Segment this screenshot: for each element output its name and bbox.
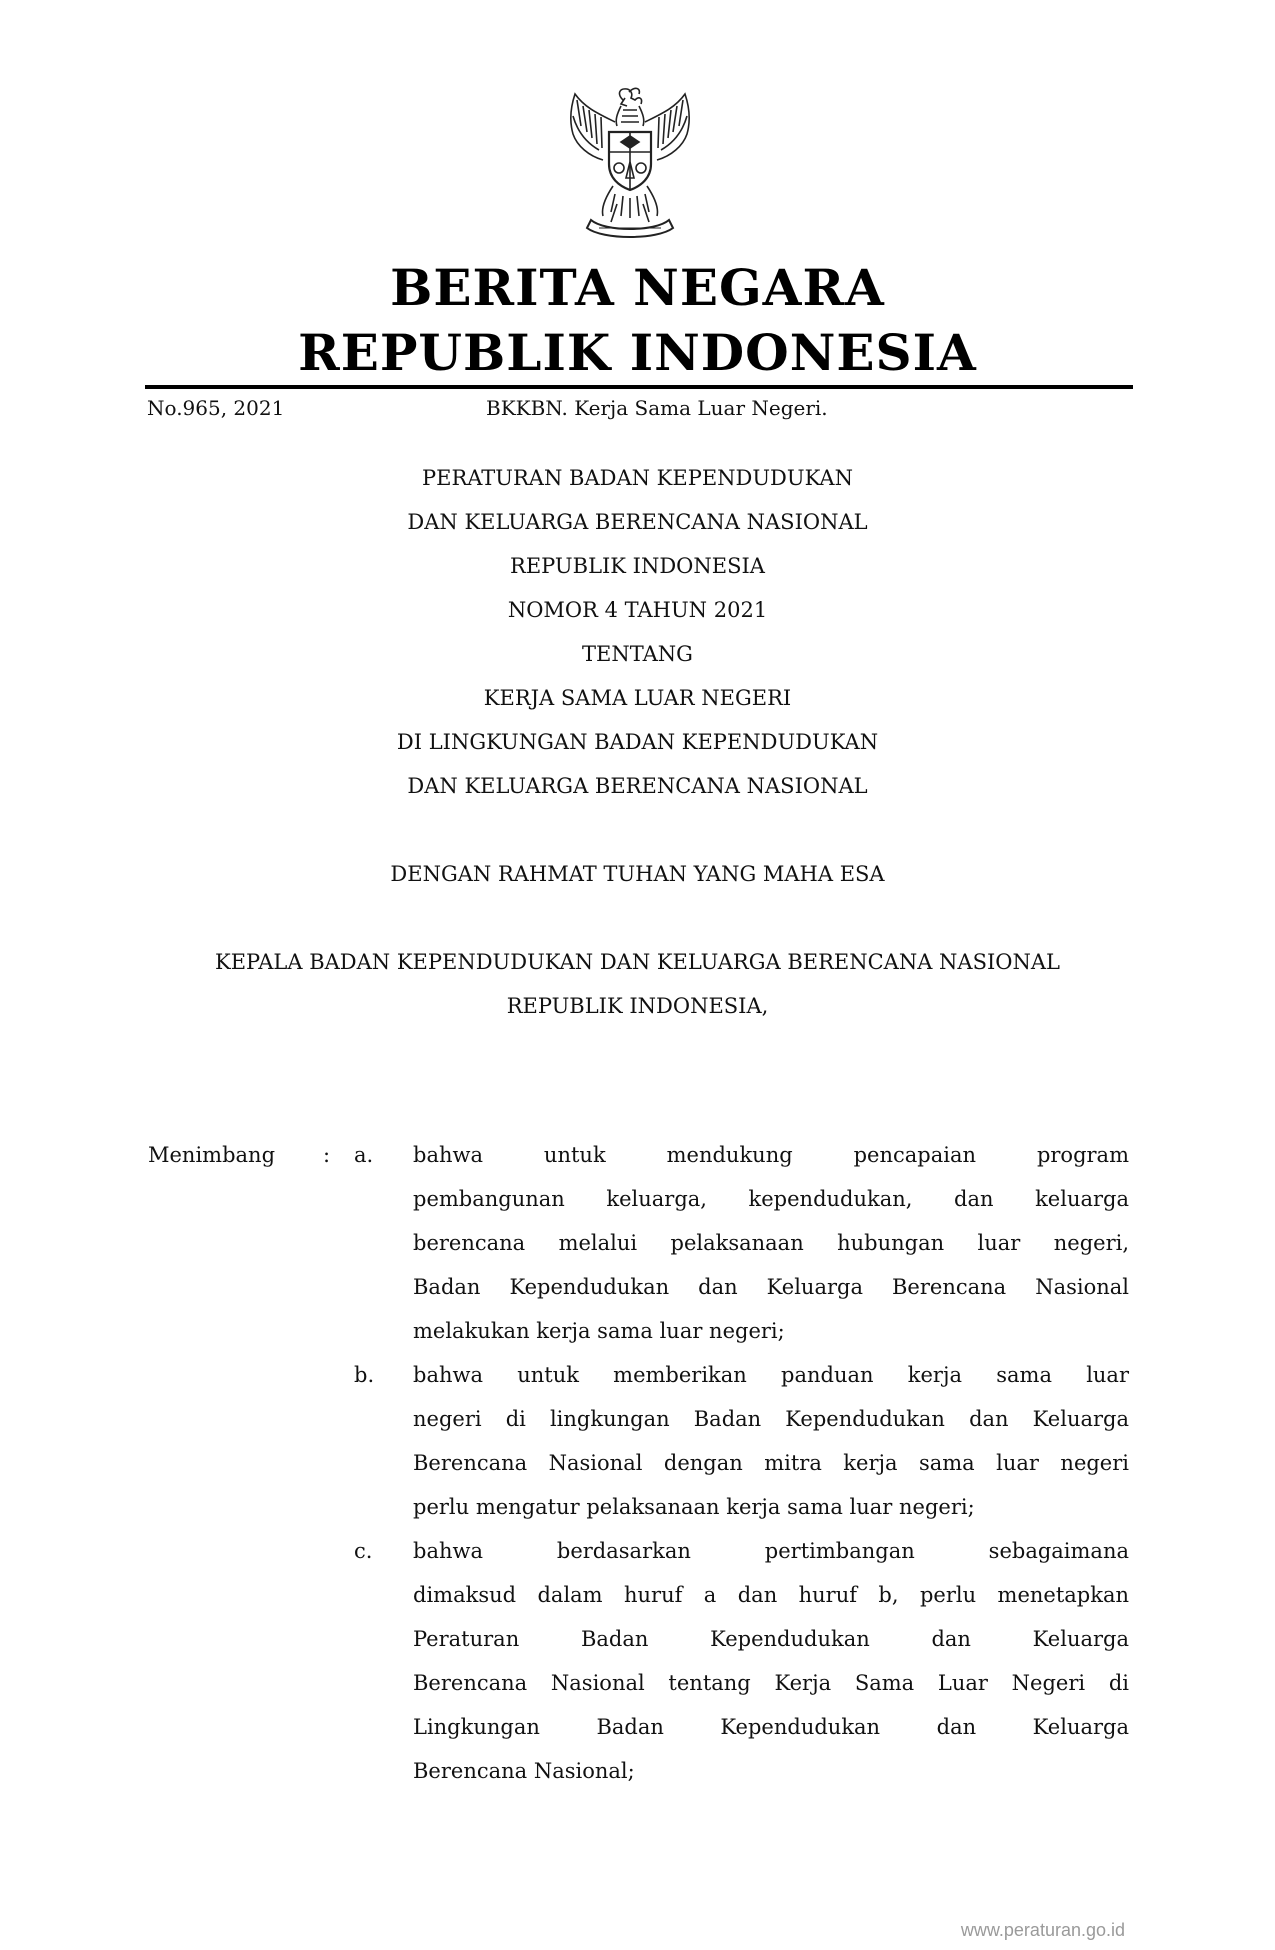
item-line: Badan Kependudukan dan Keluarga Berencana Nasional bbox=[413, 1275, 1129, 1299]
item-line: berencana melalui pelaksanaan hubungan luar negeri, bbox=[413, 1231, 1129, 1255]
masthead-title: BERITA NEGARA bbox=[390, 258, 885, 317]
item-text bbox=[413, 1353, 1129, 1529]
item-line: bahwa untuk memberikan panduan kerja sama luar bbox=[413, 1363, 1129, 1387]
garuda-pancasila-emblem-icon bbox=[555, 86, 705, 246]
issue-subject: BKKBN. Kerja Sama Luar Negeri. bbox=[486, 396, 828, 420]
title-line: DAN KELUARGA BERENCANA NASIONAL bbox=[407, 774, 868, 798]
item-line: Berencana Nasional tentang Kerja Sama Luar Negeri di bbox=[413, 1671, 1129, 1695]
masthead-divider bbox=[145, 385, 1133, 389]
item-line: dimaksud dalam huruf a dan huruf b, perlu menetapkan bbox=[413, 1583, 1129, 1607]
item-line: melakukan kerja sama luar negeri; bbox=[413, 1319, 785, 1343]
item-line: bahwa untuk mendukung pencapaian program bbox=[413, 1143, 1129, 1167]
item-letter: a. bbox=[354, 1143, 374, 1167]
title-line: TENTANG bbox=[582, 642, 693, 666]
issuer-line: KEPALA BADAN KEPENDUDUKAN DAN KELUARGA BERENCANA NASIONAL bbox=[215, 950, 1060, 974]
item-text bbox=[413, 1133, 1129, 1353]
item-line: pembangunan keluarga, kependudukan, dan keluarga bbox=[413, 1187, 1129, 1211]
regulation-title bbox=[145, 456, 1130, 808]
title-line: PERATURAN BADAN KEPENDUDUKAN bbox=[422, 466, 853, 490]
issuer-heading bbox=[145, 940, 1130, 1028]
item-line: Peraturan Badan Kependudukan dan Keluarga bbox=[413, 1627, 1129, 1651]
title-line: DAN KELUARGA BERENCANA NASIONAL bbox=[407, 510, 868, 534]
title-line: DI LINGKUNGAN BADAN KEPENDUDUKAN bbox=[396, 730, 879, 754]
item-letter: c. bbox=[354, 1539, 373, 1563]
grace-line: DENGAN RAHMAT TUHAN YANG MAHA ESA bbox=[390, 862, 885, 886]
masthead-subtitle: REPUBLIK INDONESIA bbox=[298, 323, 977, 382]
considering-label: Menimbang bbox=[148, 1143, 276, 1167]
issuer-line: REPUBLIK INDONESIA, bbox=[506, 994, 769, 1018]
item-line: bahwa berdasarkan pertimbangan sebagaimana bbox=[413, 1539, 1129, 1563]
item-line: Lingkungan Badan Kependudukan dan Keluarga bbox=[413, 1715, 1129, 1739]
item-line: Berencana Nasional; bbox=[413, 1759, 635, 1783]
item-letter: b. bbox=[354, 1363, 375, 1387]
title-line: KERJA SAMA LUAR NEGERI bbox=[483, 686, 792, 710]
issue-number: No.965, 2021 bbox=[147, 396, 285, 420]
considering-colon: : bbox=[323, 1143, 331, 1167]
title-line: NOMOR 4 TAHUN 2021 bbox=[507, 598, 768, 622]
footer-url: www.peraturan.go.id bbox=[960, 1920, 1125, 1940]
title-line: REPUBLIK INDONESIA bbox=[510, 554, 765, 578]
item-line: negeri di lingkungan Badan Kependudukan dan Keluarga bbox=[413, 1407, 1129, 1431]
item-text bbox=[413, 1529, 1129, 1793]
item-line: perlu mengatur pelaksanaan kerja sama luar negeri; bbox=[413, 1495, 975, 1519]
grace-phrase bbox=[145, 852, 1130, 896]
item-line: Berencana Nasional dengan mitra kerja sama luar negeri bbox=[413, 1451, 1129, 1475]
